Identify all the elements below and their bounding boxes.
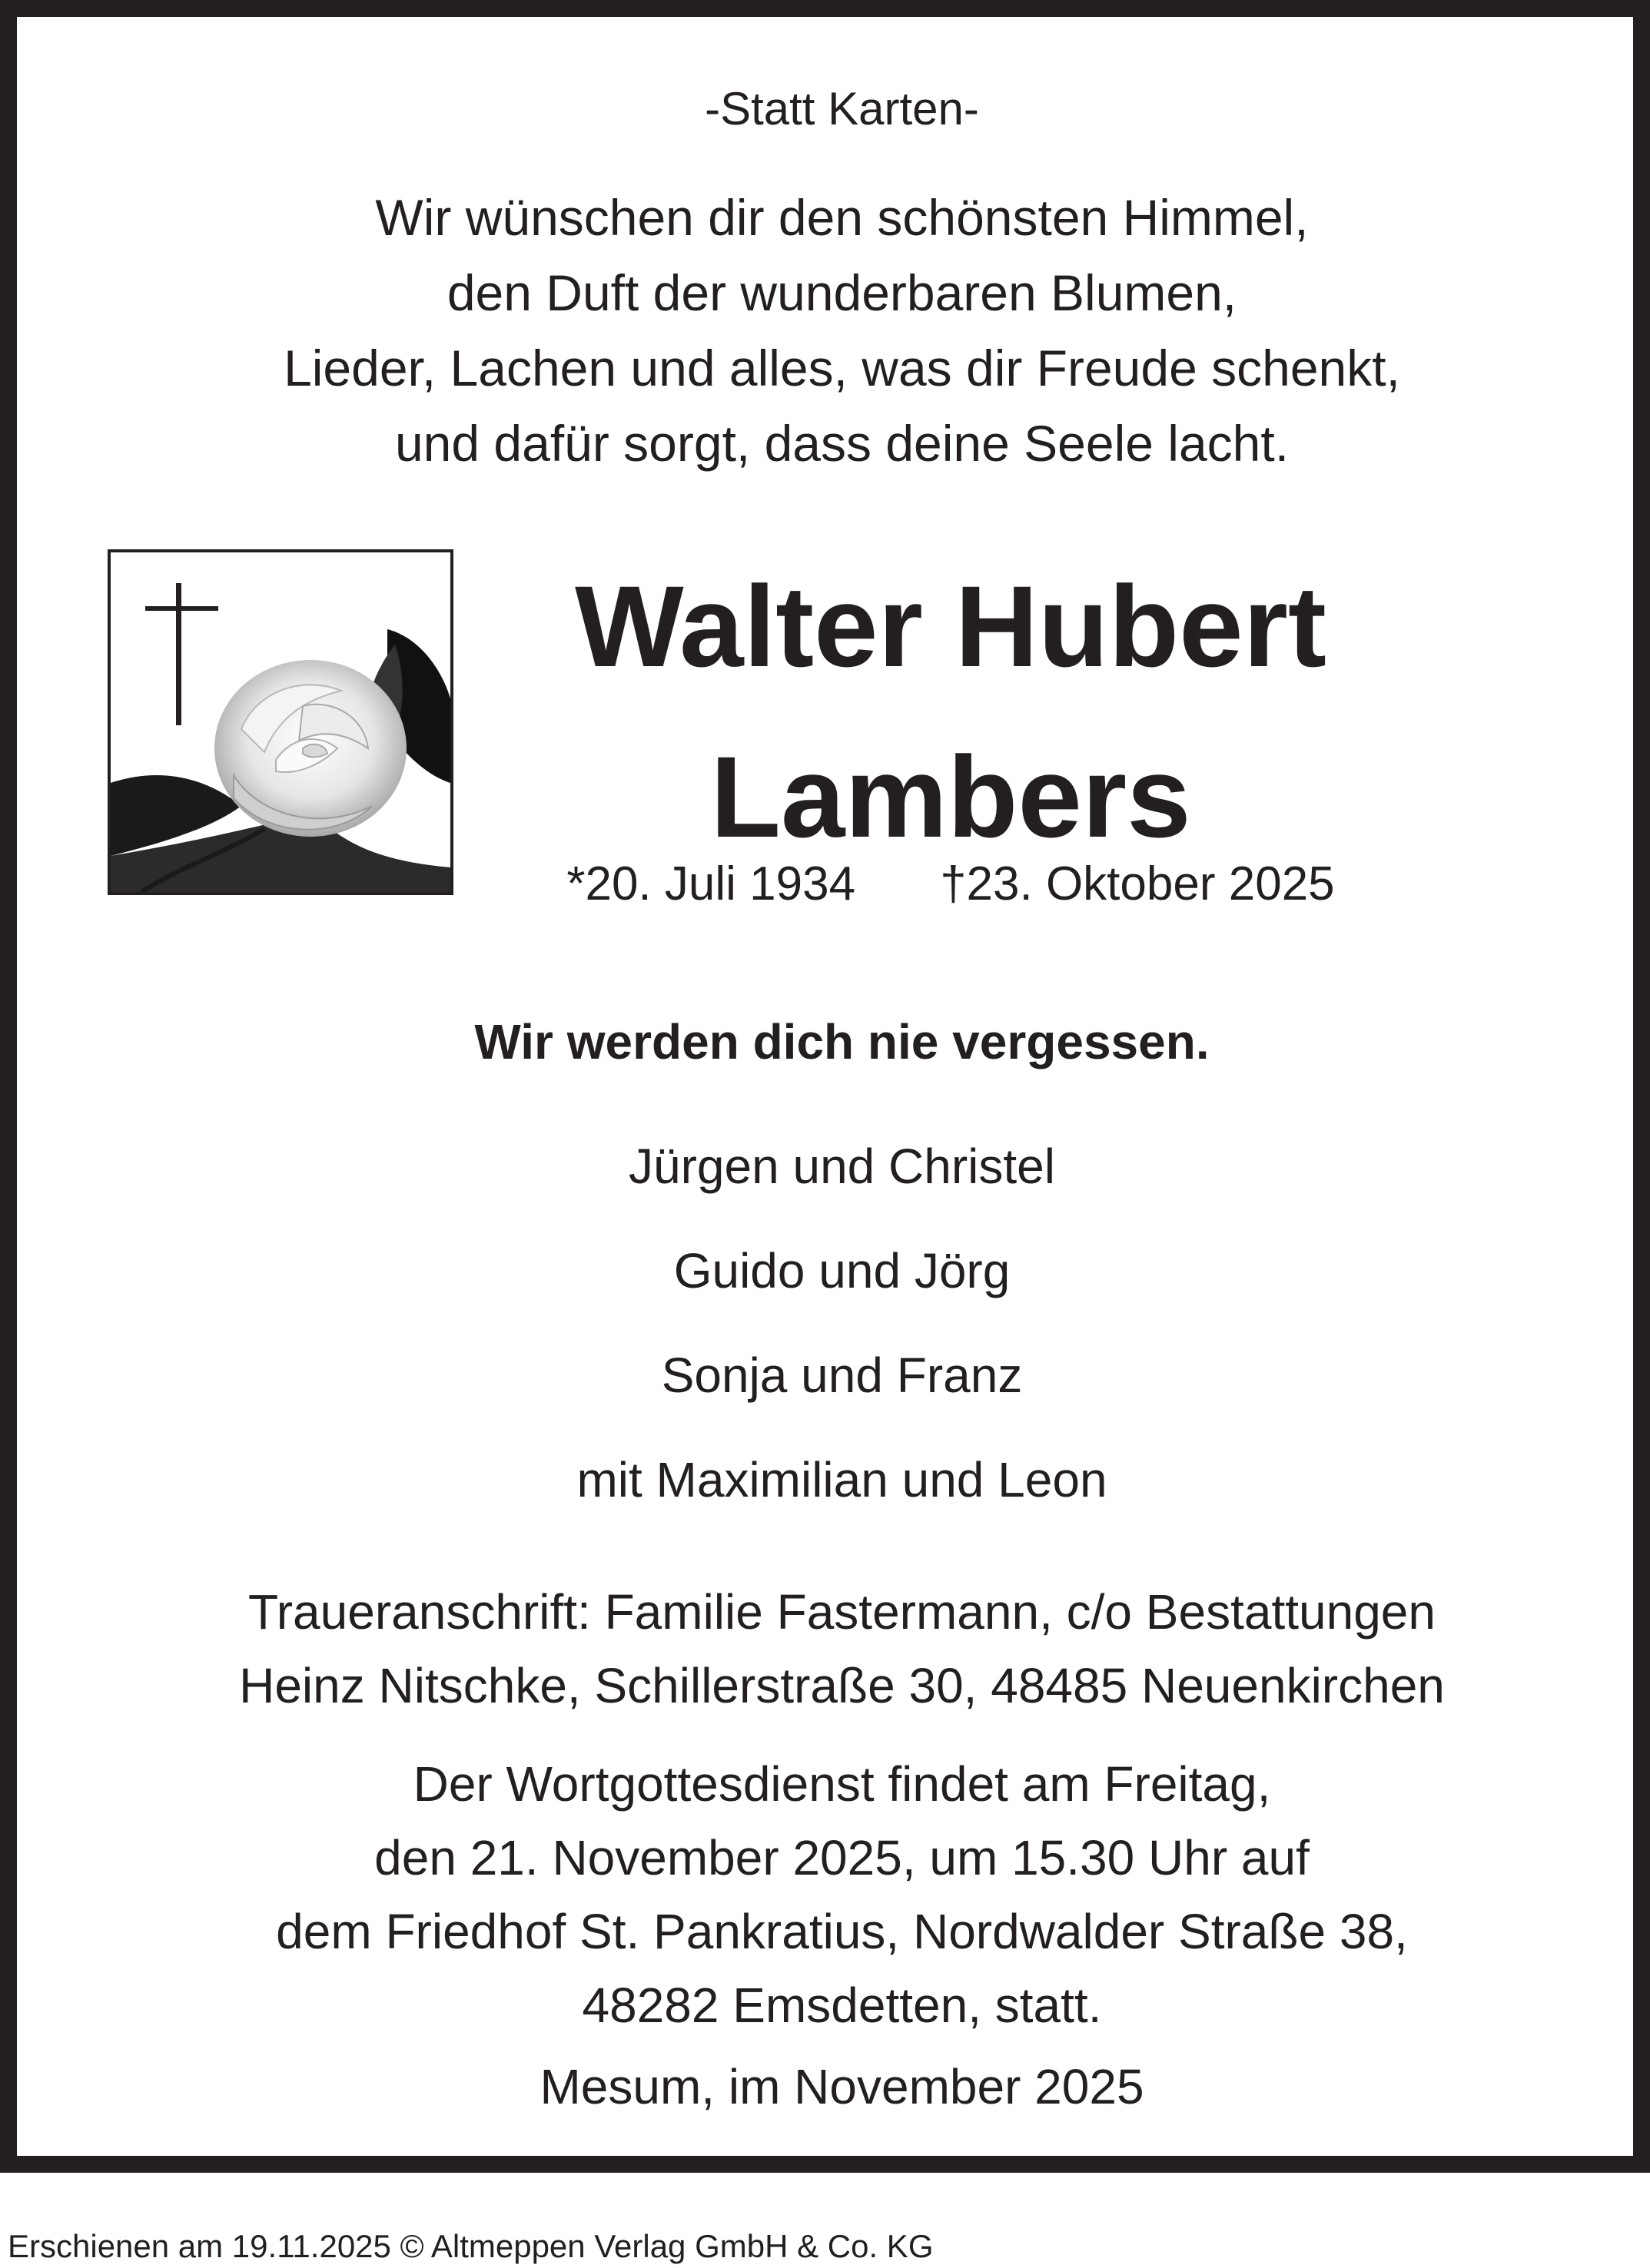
family-member: mit Maximilian und Leon [576,1452,1107,1507]
poem-line: und dafür sorgt, dass deine Seele lacht. [394,415,1290,472]
remembrance-sentence: Wir werden dich nie vergessen. [474,1014,1210,1069]
poem-line: den Duft der wunderbaren Blumen, [447,264,1237,321]
family-member: Guido und Jörg [673,1243,1011,1298]
place-date: Mesum, im November 2025 [539,2059,1144,2114]
address-line: Traueranschrift: Familie Fastermann, c/o Bestattungen [248,1584,1436,1640]
service-info [17,1747,1650,2042]
family-member: Jürgen und Christel [629,1139,1055,1194]
poem [17,180,1650,481]
life-dates [363,857,1539,910]
deceased-name [363,541,1539,882]
service-line: den 21. November 2025, um 15.30 Uhr auf [374,1830,1310,1885]
poem-line: Wir wünschen dir den schönsten Himmel, [375,189,1309,246]
family-member: Sonja und Franz [661,1348,1023,1403]
poem-line: Lieder, Lachen und alles, was dir Freude schenkt, [284,340,1400,396]
name-line: Lambers [710,732,1191,861]
publication-footer: Erschienen am 19.11.2025 © Altmeppen Verlag GmbH & Co. KG [8,2228,934,2264]
name-line: Walter Hubert [575,562,1326,691]
family-list [17,1114,1650,1532]
mourning-address [17,1575,1650,1723]
service-line: dem Friedhof St. Pankratius, Nordwalder Straße 38, [276,1904,1408,1959]
address-line: Heinz Nitschke, Schillerstraße 30, 48485 Neuenkirchen [239,1658,1445,1713]
statt-karten-header: -Statt Karten- [705,83,979,134]
birth-date: *20. Juli 1934 [566,857,856,910]
cross-icon [145,583,218,725]
death-date: †23. Oktober 2025 [940,857,1335,910]
service-line: 48282 Emsdetten, statt. [582,1978,1102,2033]
service-line: Der Wortgottesdienst findet am Freitag, [413,1756,1271,1812]
